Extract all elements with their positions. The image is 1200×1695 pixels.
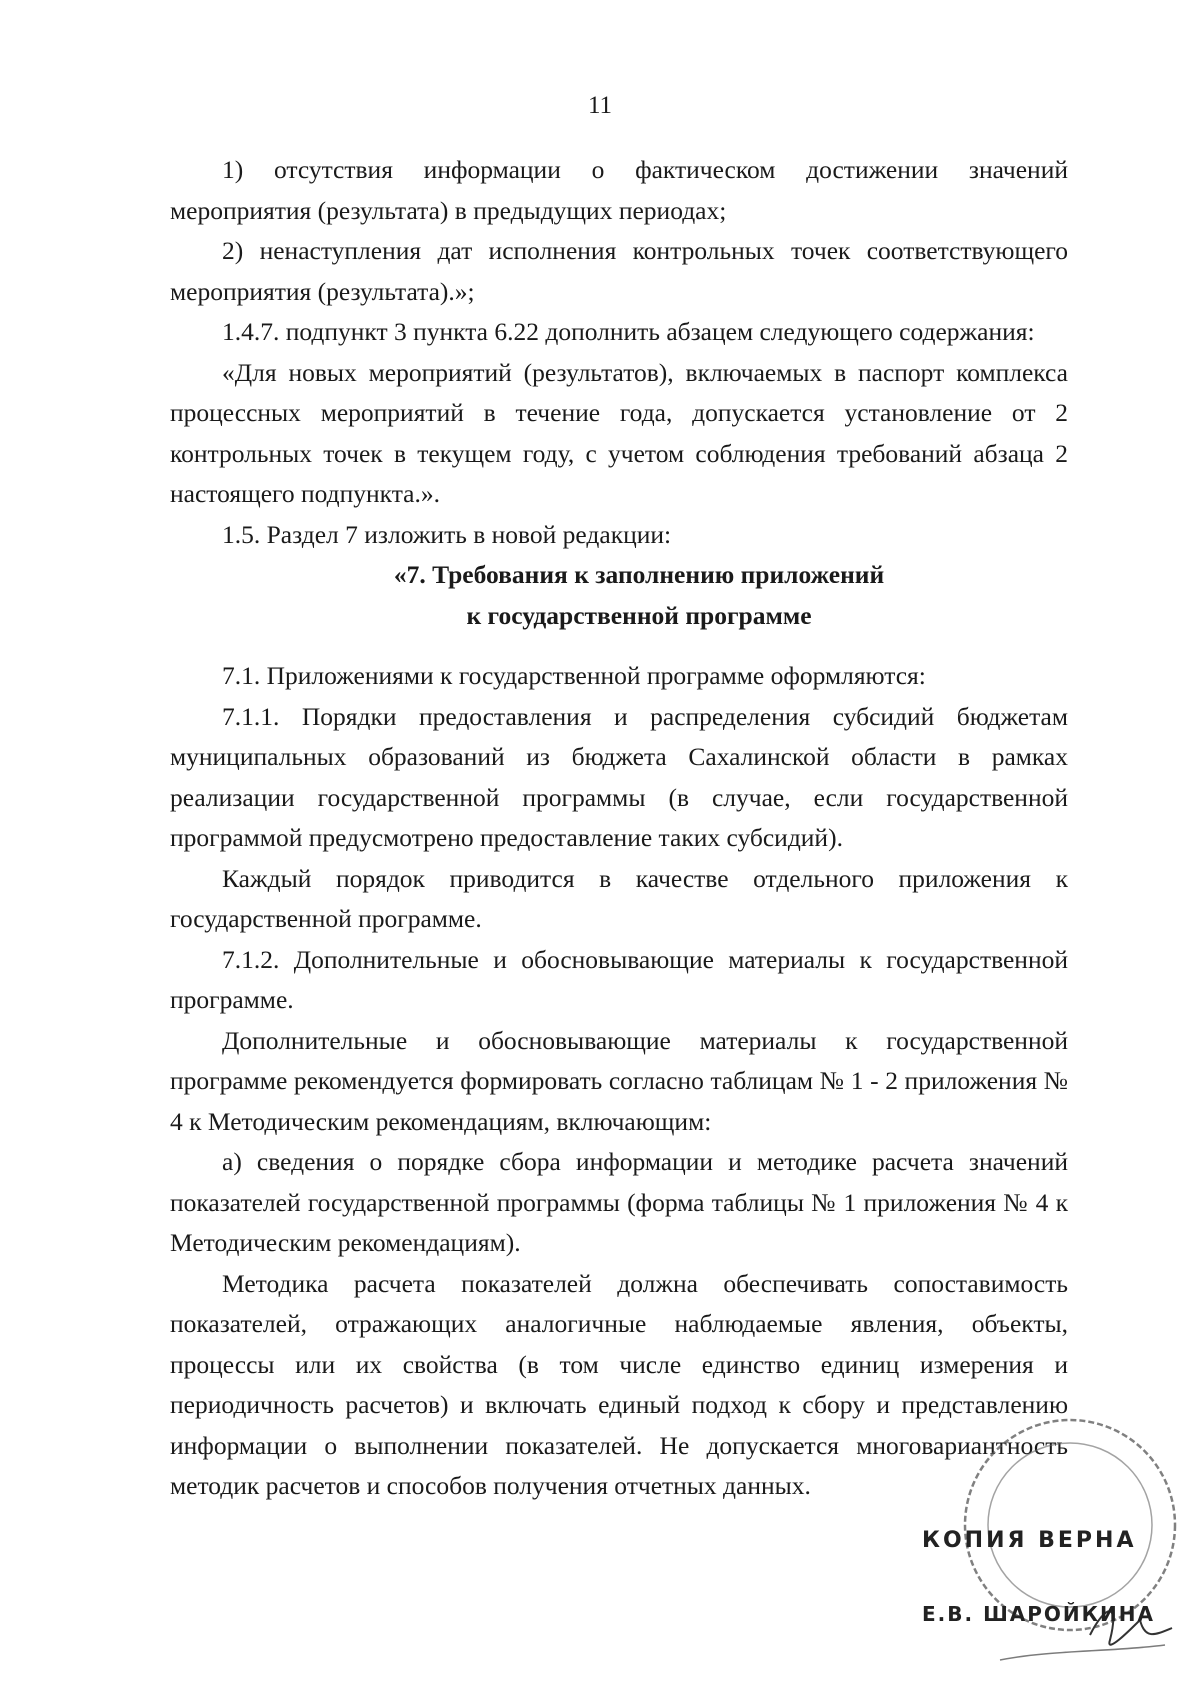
certified-copy-stamp-text: КОПИЯ ВЕРНА	[922, 1528, 1137, 1553]
section-heading	[170, 555, 1068, 636]
paragraph: Методика расчета показателей должна обеспечивать сопоставимость показателей, отражающих аналогичные наблюдаемые явления, объекты, процессы или их свойства (в том числе единство единиц измерения и периодичность расчетов) и включать единый подход к сбору и представлению информации о выполнении показателей. Не допускается многовариантность методик расчетов и способов получения отчетных данных.	[170, 1268, 1068, 1500]
page-number: 11	[587, 92, 613, 119]
paragraph: 1) отсутствия информации о фактическом достижении значений мероприятия (результата) в предыдущих периодах;	[170, 155, 1068, 225]
paragraph: 7.1.2. Дополнительные и обосновывающие материалы к государственной программе.	[170, 944, 1068, 1014]
paragraph: «Для новых мероприятий (результатов), включаемых в паспорт комплекса процессных мероприятий в течение года, допускается установление от 2 контрольных точек в текущем году, с учетом соблюдения требований абзаца 2 настоящего подпункта.».	[170, 357, 1068, 508]
paragraph: Дополнительные и обосновывающие материалы к государственной программе рекомендуется формировать согласно таблицам № 1 - 2 приложения № 4 к Методическим рекомендациям, включающим:	[170, 1025, 1068, 1136]
document-body	[170, 150, 1068, 1507]
paragraph: 1.4.7. подпункт 3 пункта 6.22 дополнить абзацем следующего содержания:	[222, 317, 1035, 346]
paragraph: 1.5. Раздел 7 изложить в новой редакции:	[222, 519, 672, 549]
paragraph: 7.1. Приложениями к государственной программе оформляются:	[222, 661, 926, 690]
paragraph: Каждый порядок приводится в качестве отдельного приложения к государственной программе.	[170, 863, 1068, 933]
signer-name: Е.В. ШАРОЙКИНА	[922, 1602, 1155, 1626]
section-heading-line: «7. Требования к заполнению приложений	[393, 560, 885, 589]
section-heading-line: к государственной программе	[466, 600, 812, 630]
paragraph: 2) ненаступления дат исполнения контрольных точек соответствующего мероприятия (результата).»;	[170, 236, 1068, 306]
paragraph: а) сведения о порядке сбора информации и методике расчета значений показателей государственной программы (форма таблицы № 1 приложения № 4 к Методическим рекомендациям).	[170, 1147, 1068, 1257]
paragraph: 7.1.1. Порядки предоставления и распределения субсидий бюджетам муниципальных образований из бюджета Сахалинской области в рамках реализации государственной программы (в случае, если государственной программой предусмотрено предоставление таких субсидий).	[170, 701, 1068, 852]
